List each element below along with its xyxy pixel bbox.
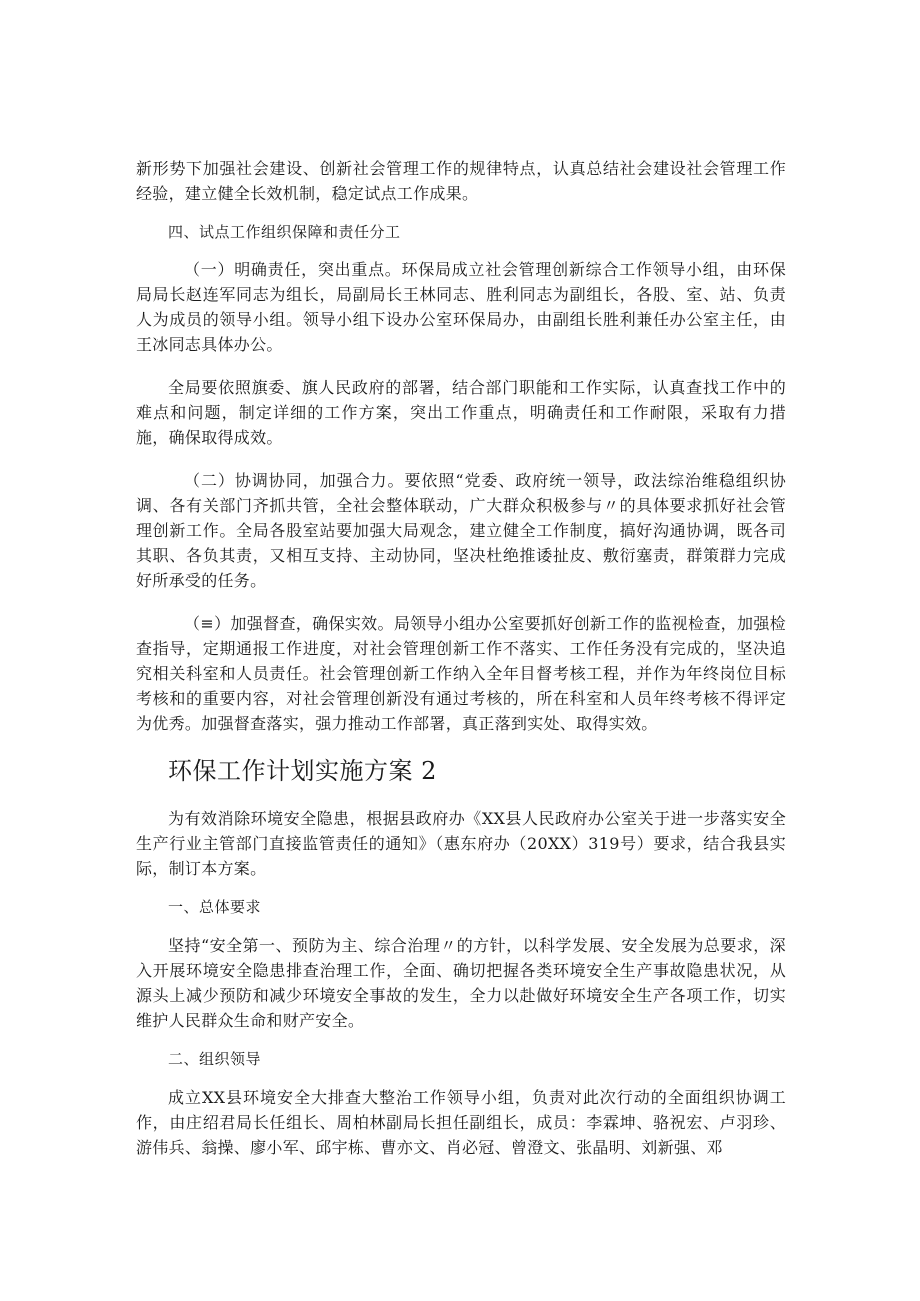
- section-heading-4: 四、试点工作组织保障和责任分工: [168, 223, 401, 241]
- paragraph-intro-continued: 新形势下加强社会建设、创新社会管理工作的规律特点，认真总结社会建设社会管理工作经验，建立健全长效机制，稳定试点工作成果。: [136, 159, 786, 203]
- paragraph-supervision: （≡）加强督查，确保实效。局领导小组办公室要抓好创新工作的监视检查，加强检查指导，定期通报工作进度，对社会管理创新工作不落实、工作任务没有完成的，坚决追究相关科室和人员责任。社会管理创新工作纳入全年目督考核工程，并作为年终岗位目标考核和的重要内容，对社会管理创新没有通过考核的，所在科室和人员年终考核不得评定为优秀。加强督查落实，强力推动工作部署，真正落到实处、取得实效。: [136, 614, 786, 733]
- paragraph-deployment: 全局要依照旗委、旗人民政府的部署，结合部门职能和工作实际，认真查找工作中的难点和问题，制定详细的工作方案，突出工作重点，明确责任和工作耐限，采取有力措施，确保取得成效。: [136, 378, 786, 447]
- paragraph-responsibility: （一）明确责任，突出重点。环保局成立社会管理创新综合工作领导小组，由环保局局长赵连军同志为组长，局副局长王林同志、胜利同志为副组长，各股、室、站、负责人为成员的领导小组。领导小组下设办公室环保局办，由副组长胜利兼任办公室主任，由王冰同志具体办公。: [136, 260, 786, 354]
- paragraph-plan-intro: 为有效消除环境安全隐患，根据县政府办《XX县人民政府办公室关于进一步落实安全生产行业主管部门直接监管责任的通知》（惠东府办（20XX）319号）要求，结合我县实际，制订本方案。: [136, 809, 786, 878]
- document-title: 环保工作计划实施方案 2: [168, 757, 437, 785]
- paragraph-general-requirements: 坚持“安全第一、预防为主、综合治理〃的方针，以科学发展、安全发展为总要求，深入开展环境安全隐患排查治理工作，全面、确切把握各类环境安全生产事故隐患状况，从源头上减少预防和减少环境安全事故的发生，全力以赴做好环境安全生产各项工作，切实维护人民群众生命和财产安全。: [136, 936, 786, 1030]
- paragraph-coordination: （二）协调协同，加强合力。要依照“党委、政府统一领导，政法综治维稳组织协调、各有关部门齐抓共管，全社会整体联动，广大群众积极参与〃的具体要求抓好社会管理创新工作。全局各股室站要加强大局观念，建立健全工作制度，搞好沟通协调，既各司其职、各负其责，又相互支持、主动协同，坚决杜绝推诿扯皮、敷衍塞责，群策群力完成好所承受的任务。: [136, 471, 786, 590]
- document-page: [136, 156, 786, 1160]
- section-heading-2: 二、组织领导: [168, 1050, 262, 1068]
- paragraph-organization: 成立XX县环境安全大排查大整治工作领导小组，负责对此次行动的全面组织协调工作，由庄绍君局长任组长、周柏林副局长担任副组长，成员：李霖坤、骆祝宏、卢羽珍、游伟兵、翁操、廖小军、邱宇栋、曹亦文、肖必冠、曾澄文、张晶明、刘新强、邓: [136, 1088, 786, 1157]
- section-heading-1: 一、总体要求: [168, 898, 262, 916]
